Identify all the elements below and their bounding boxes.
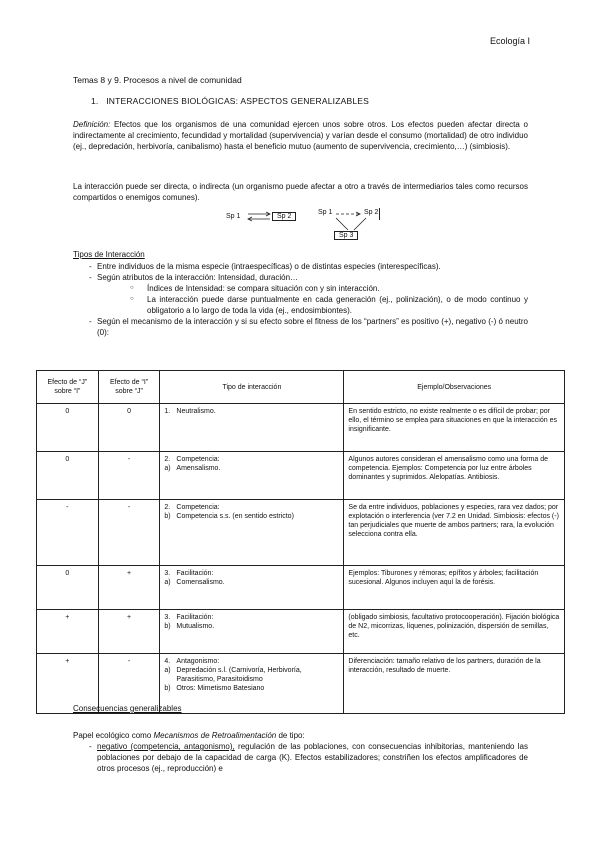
type-text: Mutualismo. [176,623,215,630]
consequences-heading [73,704,182,713]
type-text: Facilitación: [176,570,214,577]
section-title: INTERACCIONES BIOLÓGICAS: ASPECTOS GENERALIZABLES [106,96,370,106]
effect-j-on-i: 0 [37,566,99,610]
types-list [73,261,528,338]
list-subitem: ○ Índices de Intensidad: se compara situación con y sin interacción. [73,283,528,294]
type-number: 1. [164,408,171,415]
diagram-sp2-indirect: Sp 2 [364,209,379,216]
table-header-row [37,371,565,404]
type-text: Amensalismo. [176,465,221,472]
intro-emphasis: Mecanismos de Retroalimentación [153,731,277,740]
observation: Diferenciación: tamaño relativo de los partners, duración de la interacción, resultado de muerte. [344,654,565,714]
type-text: Antagonismo: [176,658,220,665]
interaction-type [160,500,344,566]
effect-i-on-j: + [98,610,160,654]
type-number: a) [164,579,171,586]
interaction-type [160,404,344,452]
list-item: - Según el mecanismo de la interacción y si su efecto sobre el fitness de los “partners” es positivo (+), negativo (-) ó neutro (0): [73,316,528,338]
type-number: a) [164,667,171,674]
type-number: 3. [164,614,171,621]
table-header: Ejemplo/Observaciones [344,371,565,404]
bullet-underlined: negativo (competencia, antagonismo), [97,742,235,751]
effect-i-on-j: 0 [98,404,160,452]
table-row [37,566,565,610]
table-row [37,610,565,654]
effect-j-on-i: 0 [37,452,99,500]
type-text: Depredación s.l. (Carnivoría, Herbivoría, Parasitismo, Parasitoidismo [176,667,302,683]
effect-j-on-i: 0 [37,404,99,452]
section-number: 1. [91,96,99,106]
type-number: b) [164,623,171,630]
type-number: a) [164,465,171,472]
course-header: Ecología I [489,36,530,46]
list-item: - Según atributos de la interacción: Intensidad, duración… [73,272,528,283]
observation: Algunos autores consideran el amensalismo como una forma de competencia. Ejemplos: Competencia por luz entre árboles dominantes y suprimidos. Alelopatías. Antibiosis. [344,452,565,500]
types-heading [73,250,145,259]
type-text: Competencia: [176,456,220,463]
effect-j-on-i: + [37,610,99,654]
type-number: 2. [164,504,171,511]
intro-post: de tipo: [276,731,305,740]
direct-arrows [246,211,272,223]
interaction-type [160,610,344,654]
observation: En sentido estricto, no existe realmente o es difícil de probar; por ello, el término se emplea para situaciones en que la interacción es insignificante. [344,404,565,452]
consequences-intro [73,730,528,741]
bullet-text: regulación de las poblaciones, con consecuencias inhibitorias, manteniendo las poblaciones por debajo de la capacidad de carga (K). Efectos estabilizadores; constriñen los efectos amplificadores de otros procesos (ej., reproducción) e [97,742,528,773]
interaction-type [160,654,344,714]
definition-label: Definición: [73,120,111,129]
diagram-sp1-indirect: Sp 1 [318,209,333,216]
consequences-list [73,741,528,774]
effect-i-on-j: - [98,654,160,714]
table-header: Efecto de “I” sobre “J” [98,371,160,404]
intro-pre: Papel ecológico como [73,731,154,740]
effect-i-on-j: - [98,452,160,500]
observation: (obligado simbiosis, facultativo protocooperación). Fijación biológica de N2, micorrizas, líquenes, polinización, dispersión de semillas, etc. [344,610,565,654]
topic-title: Temas 8 y 9. Procesos a nivel de comunidad [73,75,242,85]
type-text: Neutralismo. [176,408,216,415]
table-row [37,452,565,500]
diagram-sp2-direct: Sp 2 [272,212,296,221]
list-item [73,741,528,774]
interaction-type [160,452,344,500]
type-number: b) [164,685,171,692]
table-row [37,500,565,566]
interactions-table [36,370,565,714]
diagram-sp3: Sp 3 [334,231,358,240]
type-text: Comensalismo. [176,579,225,586]
diagram-divider [379,208,380,220]
section-heading [91,96,369,106]
types-heading-text: Tipos de Interacción [73,250,145,259]
definition-text: Efectos que los organismos de una comunidad ejercen unos sobre otros. Los efectos pueden afectar directa o indirectamente al crecimiento, fecundidad y mortalidad (supervivencia) y varían desde el consumo (mortalidad) de otro individuo (ej., depredación, herbivoría, canibalismo) hasta el beneficio mutuo (aumento de supervivencia, crecimiento,…) (simbiosis). [73,120,528,151]
effect-j-on-i: + [37,654,99,714]
table-header: Tipo de interacción [160,371,344,404]
table-header: Efecto de “J” sobre “I” [37,371,99,404]
type-number: 3. [164,570,171,577]
list-item: - Entre individuos de la misma especie (intraespecíficas) o de distintas especies (interespecíficas). [73,261,528,272]
diagram-sp1-direct: Sp 1 [226,213,241,220]
effect-i-on-j: + [98,566,160,610]
definition-paragraph [73,119,528,152]
effect-i-on-j: - [98,500,160,566]
type-text: Competencia s.s. (en sentido estricto) [176,513,294,520]
type-number: b) [164,513,171,520]
type-number: 2. [164,456,171,463]
table-row [37,404,565,452]
interaction-type [160,566,344,610]
observation: Ejemplos: Tiburones y rémoras; epífitos y árboles; facilitación sucesional. Algunos incluyen aquí la de forésis. [344,566,565,610]
type-text: Facilitación: [176,614,214,621]
interaction-diagram [226,208,406,244]
interaction-paragraph: La interacción puede ser directa, o indirecta (un organismo puede afectar a otro a través de intermediarios tales como recursos compartidos o enemigos comunes). [73,182,528,202]
consequences-heading-text: Consecuencias generalizables [73,704,182,713]
observation: Se da entre individuos, poblaciones y especies, rara vez dados; por explotación o interferencia (ver 7.2 en Unidad. Simbiosis: efectos (-) tan perjudiciales que muerte de ambos partners; rara, la evolución selecciona contra ella. [344,500,565,566]
list-subitem: ○ La interacción puede darse puntualmente en cada generación (ej., polinización), o de modo continuo y obligatorio a lo largo de toda la vida (ej., endosimbiontes). [73,294,528,316]
type-text: Competencia: [176,504,220,511]
type-text: Otros: Mimetismo Batesiano [176,685,265,692]
type-number: 4. [164,658,171,665]
effect-j-on-i: - [37,500,99,566]
